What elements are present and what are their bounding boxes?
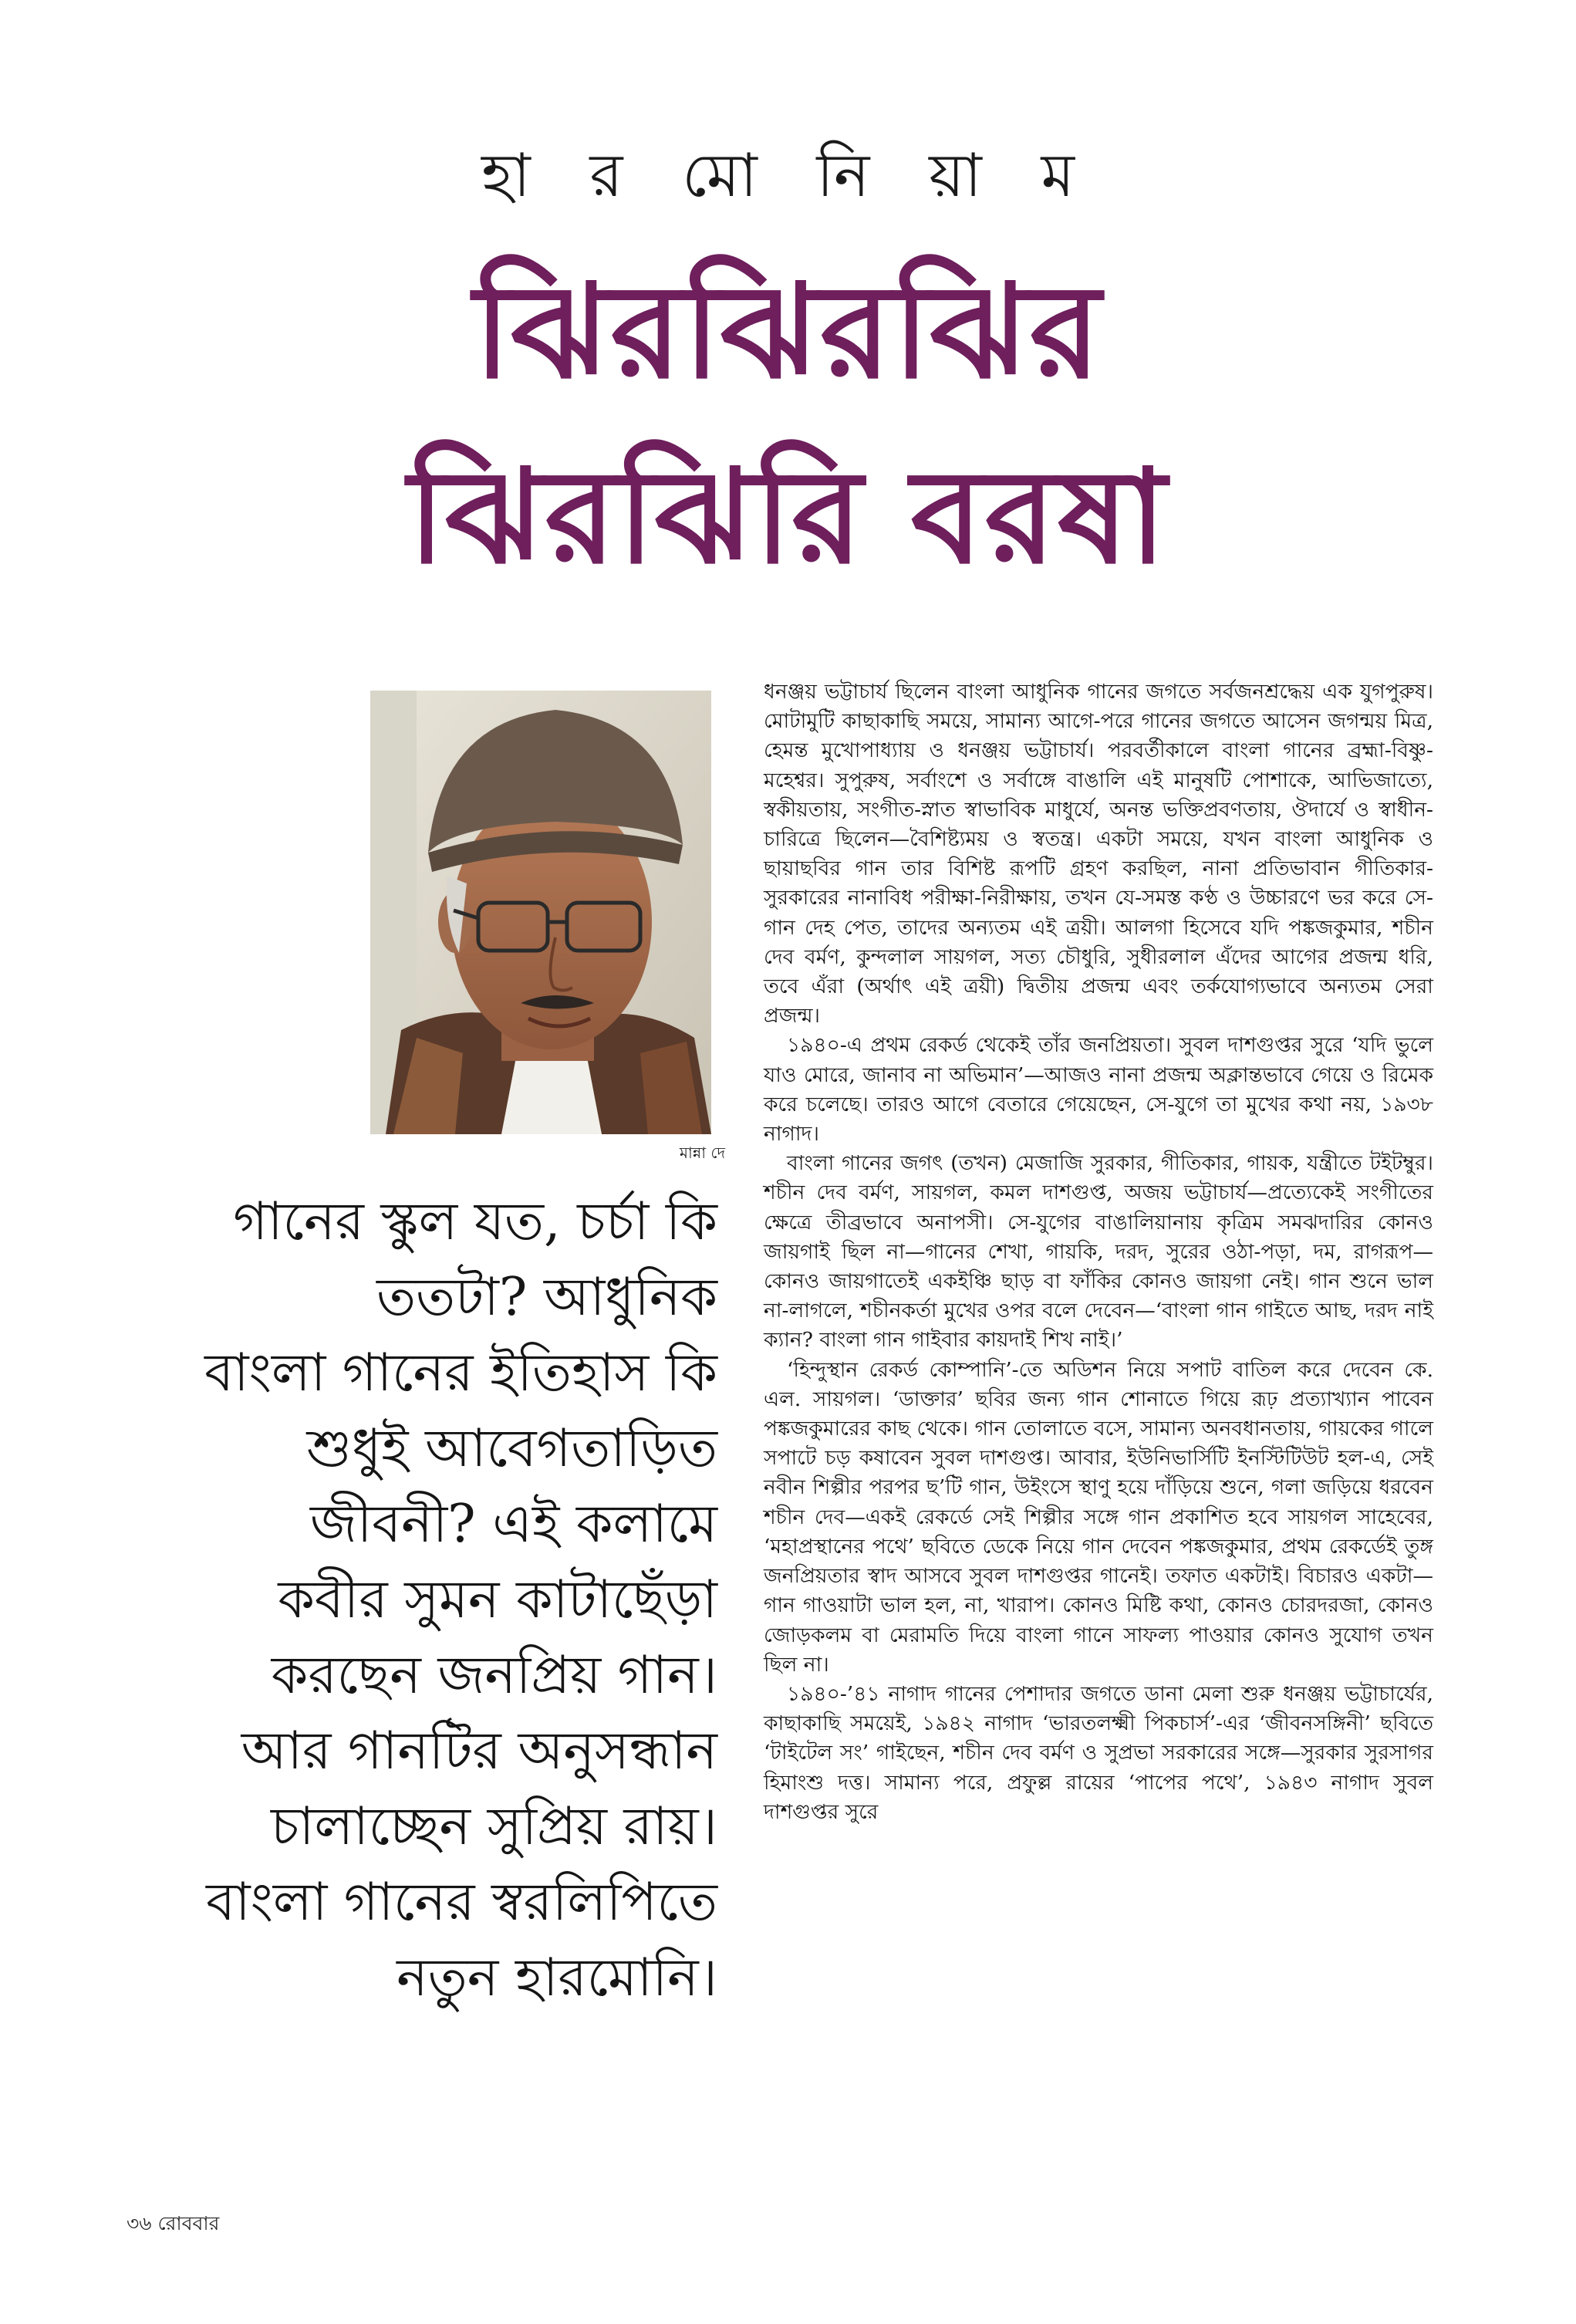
pull-quote-line: নতুন হারমোনি।	[397, 1947, 717, 2008]
pull-quote-line: গানের স্কুল যত, চর্চা কি	[233, 1191, 717, 1252]
pull-quote-line: কবীর সুমন কাটাছেঁড়া	[278, 1569, 717, 1630]
article-body	[764, 677, 1433, 1827]
body-paragraph: ১৯৪০-এ প্রথম রেকর্ড থেকেই তাঁর জনপ্রিয়তা। সুবল দাশগুপ্তর সুরে ‘যদি ভুলে যাও মোরে, জানাব না অভিমান’—আজও নানা প্রজন্ম অক্লান্তভাবে গেয়ে ও রিমেক করে চলেছে। তারও আগে বেতারে গেয়েছেন, সে-যুগে তা মুখের কথা নয়, ১৯৩৮ নাগাদ।	[764, 1033, 1433, 1147]
pull-quote-line: শুধুই আবেগতাড়িত	[306, 1418, 717, 1479]
portrait-photo	[370, 691, 711, 1134]
body-paragraph: বাংলা গানের জগৎ (তখন) মেজাজি সুরকার, গীতিকার, গায়ক, যন্ত্রীতে টইটম্বুর। শচীন দেব বর্মণ, সায়গল, কমল দাশগুপ্ত, অজয় ভট্টাচার্য—প্রত্যেকেই সংগীতের ক্ষেত্রে তীব্রভাবে অনাপসী। সে-যুগের বাঙালিয়ানায় কৃত্রিম সমঝদারির কোনও জায়গাই ছিল না—গানের শেখা, গায়কি, দরদ, সুরের ওঠা-পড়া, দম, রাগরূপ—কোনও জায়গাতেই একইঞ্চি ছাড় বা ফাঁকির কোনও জায়গা নেই। গান শুনে ভাল না-লাগলে, শচীনকর্তা মুখের ওপর বলে দেবেন—‘বাংলা গান গাইতে আছ, দরদ নাই ক্যান? বাংলা গান গাইবার কায়দাই শিখ নাই।’	[764, 1151, 1433, 1353]
body-paragraph: ধনঞ্জয় ভট্টাচার্য ছিলেন বাংলা আধুনিক গানের জগতে সর্বজনশ্রদ্ধেয় এক যুগপুরুষ। মোটামুটি কাছাকাছি সময়ে, সামান্য আগে-পরে গানের জগতে আসেন জগন্ময় মিত্র, হেমন্ত মুখোপাধ্যায় ও ধনঞ্জয় ভট্টাচার্য। পরবর্তীকালে বাংলা গানের ব্রহ্মা-বিষ্ণু-মহেশ্বর। সুপুরুষ, সর্বাংশে ও সর্বাঙ্গে বাঙালি এই মানুষটি পোশাকে, আভিজাত্যে, স্বকীয়তায়, সংগীত-স্নাত স্বাভাবিক মাধুর্যে, অনন্ত ভক্তিপ্রবণতায়, ঔদার্যে ও স্বাধীন-চারিত্রে ছিলেন—বৈশিষ্ট্যময় ও স্বতন্ত্র। একটা সময়ে, যখন বাংলা আধুনিক ও ছায়াছবির গান তার বিশিষ্ট রূপটি গ্রহণ করছিল, নানা প্রতিভাবান গীতিকার-সুরকারের নানাবিধ পরীক্ষা-নিরীক্ষায়, তখন যে-সমস্ত কণ্ঠ ও উচ্চারণে ভর করে সে-গান দেহ পেত, তাদের অন্যতম এই ত্রয়ী। আলগা হিসেবে যদি পঙ্কজকুমার, শচীন দেব বর্মণ, কুন্দলাল সায়গল, সত্য চৌধুরি, সুধীরলাল এঁদের আগের প্রজন্ম ধরি, তবে এঁরা (অর্থাৎ এই ত্রয়ী) দ্বিতীয় প্রজন্ম এবং তর্কযোগ্যভাবে অন্যতম সেরা প্রজন্ম।	[764, 680, 1433, 1029]
pull-quote	[116, 1184, 717, 2016]
portrait-illustration	[370, 691, 711, 1134]
pull-quote-line: করছেন জনপ্রিয় গান।	[271, 1645, 717, 1706]
body-paragraph: ‘হিন্দুস্থান রেকর্ড কোম্পানি’-তে অডিশন নিয়ে সপাট বাতিল করে দেবেন কে. এল. সায়গল। ‘ডাক্তার’ ছবির জন্য গান শোনাতে গিয়ে রূঢ় প্রত্যাখ্যান পাবেন পঙ্কজকুমারের কাছ থেকে। গান তোলাতে বসে, সামান্য অনবধানতায়, গায়কের গালে সপাটে চড় কষাবেন সুবল দাশগুপ্ত। আবার, ইউনিভার্সিটি ইনস্টিটিউট হল-এ, সেই নবীন শিল্পীর পরপর ছ’টি গান, উইংসে স্থাণু হয়ে দাঁড়িয়ে শুনে, গলা জড়িয়ে ধরবেন শচীন দেব—একই রেকর্ডে সেই শিল্পীর সঙ্গে গান প্রকাশিত হবে সায়গল সাহেবের, ‘মহাপ্রস্থানের পথে’ ছবিতে ডেকে নিয়ে গান দেবেন পঙ্কজকুমার, প্রথম রেকর্ডেই তুঙ্গ জনপ্রিয়তার স্বাদ আসবে সুবল দাশগুপ্তর গানেই। তফাত একটাই। বিচারও একটা—গান গাওয়াটা ভাল হল, না, খারাপ। কোনও মিষ্টি কথা, কোনও চোরদরজা, কোনও জোড়কলম বা মেরামতি দিয়ে বাংলা গানে সাফল্য পাওয়ার কোনও সুযোগ তখন ছিল না।	[764, 1357, 1433, 1677]
pull-quote-line: ততটা? আধুনিক	[376, 1267, 717, 1328]
page-footer: ৩৬ রোববার	[127, 2212, 220, 2234]
headline-line-1: ঝিরঝিরঝির	[474, 256, 1102, 407]
photo-caption: মান্না দে	[679, 1143, 725, 1162]
pull-quote-line: বাংলা গানের স্বরলিপিতে	[206, 1872, 717, 1933]
pull-quote-line: চালাচ্ছেন সুপ্রিয় রায়।	[270, 1796, 717, 1857]
body-paragraph: ১৯৪০-’৪১ নাগাদ গানের পেশাদার জগতে ডানা মেলা শুরু ধনঞ্জয় ভট্টাচার্যের, কাছাকাছি সময়েই, ১৯৪২ নাগাদ ‘ভারতলক্ষ্মী পিকচার্স’-এর ‘জীবনসঙ্গিনী’ ছবিতে ‘টাইটেল সং’ গাইছেন, শচীন দেব বর্মণ ও সুপ্রভা সরকারের সঙ্গে—সুরকার সুরসাগর হিমাংশু দত্ত। সামান্য পরে, প্রফুল্ল রায়ের ‘পাপের পথে’, ১৯৪৩ নাগাদ সুবল দাশগুপ্তর সুরে	[764, 1681, 1433, 1824]
section-kicker: হা র মো নি য়া ম	[481, 141, 1095, 211]
pull-quote-line: বাংলা গানের ইতিহাস কি	[204, 1343, 717, 1404]
pull-quote-line: আর গানটির অনুসন্ধান	[241, 1721, 717, 1782]
headline-line-2: ঝিরঝিরি বরষা	[407, 441, 1169, 593]
pull-quote-line: জীবনী? এই কলামে	[309, 1494, 717, 1555]
